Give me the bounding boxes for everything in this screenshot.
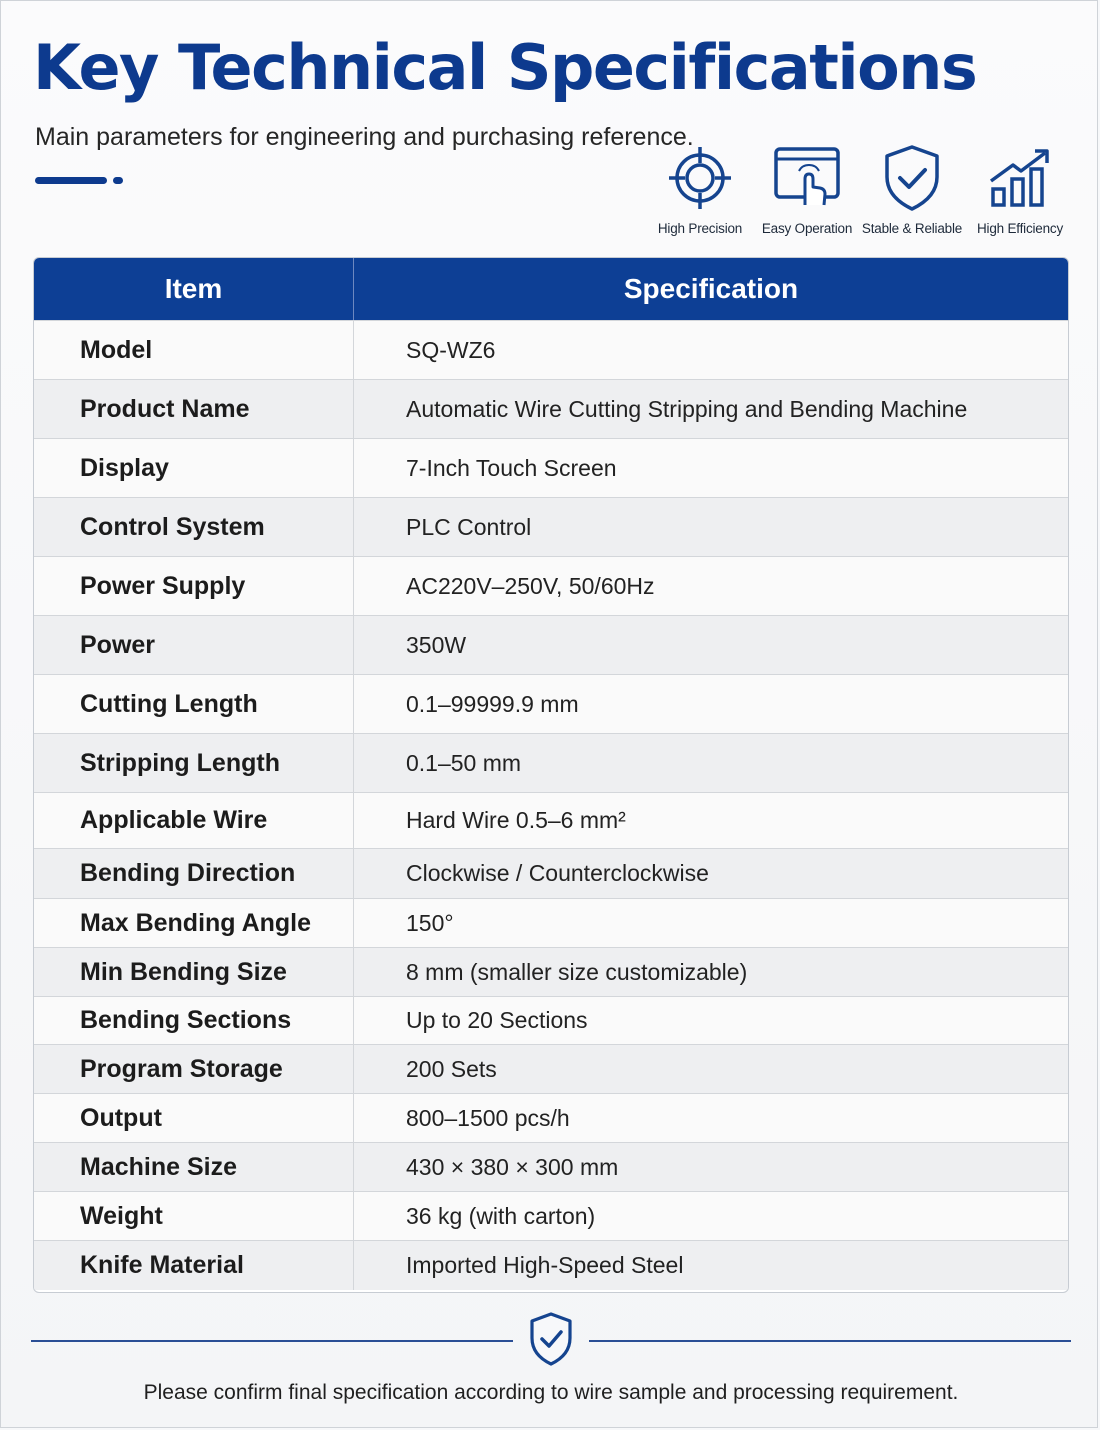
row-spec-value: Hard Wire 0.5–6 mm² xyxy=(406,807,626,833)
row-item-label: Product Name xyxy=(34,380,354,438)
row-spec-value: 0.1–50 mm xyxy=(406,749,522,776)
column-header-item: Item xyxy=(34,258,354,320)
row-spec-value: 350W xyxy=(406,631,467,658)
footer-divider-left xyxy=(31,1340,513,1342)
table-row xyxy=(34,497,1068,556)
feature-stable-reliable xyxy=(857,143,967,236)
column-header-specification: Specification xyxy=(623,273,799,304)
feature-label: High Precision xyxy=(657,221,743,236)
shield-check-icon xyxy=(877,143,947,213)
crosshair-target-icon xyxy=(665,143,735,213)
table-row xyxy=(34,996,1068,1044)
row-item-label: Applicable Wire xyxy=(34,793,354,848)
row-spec-value: 7-Inch Touch Screen xyxy=(406,454,617,481)
row-spec-value: Imported High-Speed Steel xyxy=(406,1252,684,1278)
row-spec-value: SQ-WZ6 xyxy=(406,336,496,363)
feature-label: Easy Operation xyxy=(761,221,853,236)
table-row xyxy=(34,556,1068,615)
table-row xyxy=(34,320,1068,379)
row-item-label: Stripping Length xyxy=(34,734,354,792)
table-row xyxy=(34,848,1068,898)
footer-divider-right xyxy=(589,1340,1071,1342)
footer-note: Please confirm final specification according to wire sample and processing requirement. xyxy=(143,1381,959,1404)
shield-check-icon xyxy=(527,1311,575,1367)
row-item-label: Bending Direction xyxy=(34,849,354,898)
table-row xyxy=(34,1240,1068,1290)
row-item-label: Power Supply xyxy=(34,557,354,615)
accent-dot xyxy=(113,177,123,184)
table-row xyxy=(34,438,1068,497)
accent-bar xyxy=(35,177,107,184)
feature-easy-operation xyxy=(752,143,862,236)
row-item-label: Program Storage xyxy=(34,1045,354,1093)
row-item-label: Bending Sections xyxy=(34,997,354,1044)
table-row xyxy=(34,1044,1068,1093)
row-spec-value: Up to 20 Sections xyxy=(406,1007,588,1033)
table-row xyxy=(34,615,1068,674)
table-row xyxy=(34,898,1068,947)
row-spec-value: 430 × 380 × 300 mm xyxy=(406,1153,619,1180)
table-row xyxy=(34,733,1068,792)
row-spec-value: Clockwise / Counterclockwise xyxy=(406,860,709,886)
touch-screen-hand-icon xyxy=(772,143,842,213)
feature-label: High Efficiency xyxy=(976,221,1064,236)
row-item-label: Power xyxy=(34,616,354,674)
table-row xyxy=(34,379,1068,438)
table-body xyxy=(34,320,1068,1290)
row-spec-value: 0.1–99999.9 mm xyxy=(406,690,579,717)
table-row xyxy=(34,1191,1068,1240)
row-item-label: Min Bending Size xyxy=(34,948,354,996)
page-title: Key Technical Specifications xyxy=(33,31,977,104)
rising-bar-chart-icon xyxy=(985,143,1055,213)
feature-high-precision xyxy=(645,143,755,236)
row-item-label: Control System xyxy=(34,498,354,556)
row-spec-value: 200 Sets xyxy=(406,1055,497,1082)
row-spec-value: 8 mm (smaller size customizable) xyxy=(406,958,748,985)
row-item-label: Display xyxy=(34,439,354,497)
row-item-label: Machine Size xyxy=(34,1143,354,1191)
row-item-label: Max Bending Angle xyxy=(34,899,354,947)
table-header xyxy=(34,258,1068,320)
row-spec-value: 36 kg (with carton) xyxy=(406,1202,596,1229)
row-item-label: Knife Material xyxy=(34,1241,354,1290)
row-spec-value: 800–1500 pcs/h xyxy=(406,1104,570,1131)
feature-icons xyxy=(651,143,1071,243)
row-item-label: Model xyxy=(34,321,354,379)
row-item-label: Cutting Length xyxy=(34,675,354,733)
table-row xyxy=(34,1142,1068,1191)
feature-high-efficiency xyxy=(965,143,1075,236)
page-subtitle: Main parameters for engineering and purchasing reference. xyxy=(35,123,694,151)
row-item-label: Weight xyxy=(34,1192,354,1240)
row-item-label: Output xyxy=(34,1094,354,1142)
table-row xyxy=(34,792,1068,848)
table-row xyxy=(34,1093,1068,1142)
feature-label: Stable & Reliable xyxy=(861,221,963,236)
table-row xyxy=(34,947,1068,996)
row-spec-value: AC220V–250V, 50/60Hz xyxy=(406,572,655,599)
row-spec-value: PLC Control xyxy=(406,513,532,540)
spec-table xyxy=(33,257,1069,1293)
row-spec-value: 150° xyxy=(406,909,454,936)
table-row xyxy=(34,674,1068,733)
row-spec-value: Automatic Wire Cutting Stripping and Bending Machine xyxy=(406,395,968,422)
